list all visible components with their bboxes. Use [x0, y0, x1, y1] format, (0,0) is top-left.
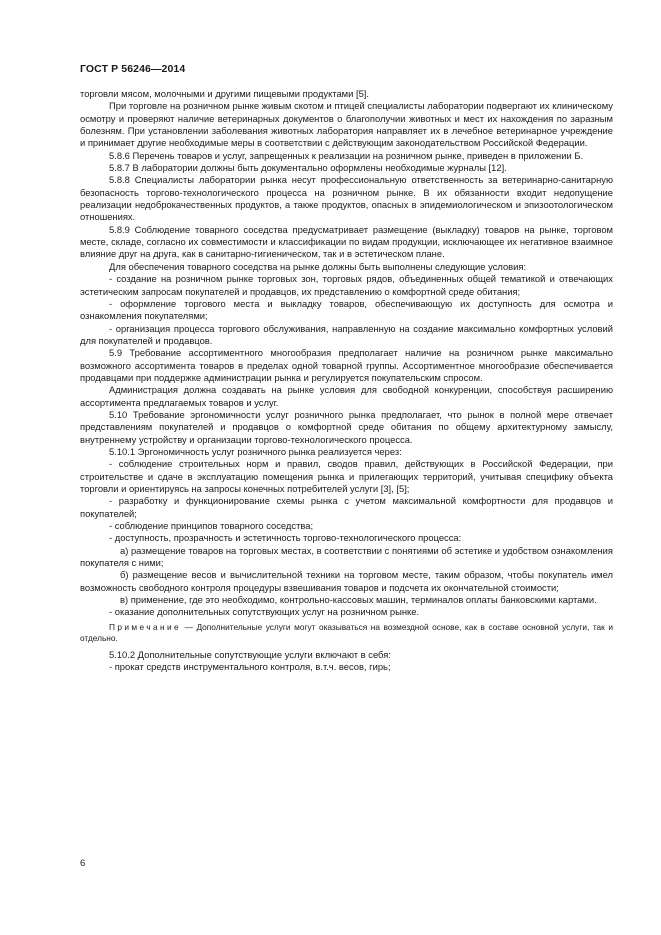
note-text: — Дополнительные услуги могут оказываться на возмездной основе, как в составе основной услуги, так и отдельно. — [80, 621, 613, 644]
paragraph: 5.10.2 Дополнительные сопутствующие услуги включают в себя: — [109, 648, 391, 660]
paragraph: 5.8.8 Специалисты лаборатории рынка несут профессиональную ответственность за ветеринарно-санитарную безопасность торгово-технологического процесса на розничном рынке. В их обязанности входит недопущение реализации недоброкачественных продуктов, а также продуктов, опасных в эпидемиологическом и эпизоотологическом отношениях. — [80, 174, 613, 223]
list-item: - создание на розничном рынке торговых зон, торговых рядов, объединенных общей тематикой и отвечающих эстетическим запросам покупателей и продавцов, их представлению о комфортной среде обитания; — [80, 273, 613, 297]
document-header: ГОСТ Р 56246—2014 — [80, 63, 186, 75]
page-number: 6 — [80, 858, 86, 869]
list-item: - прокат средств инструментального контроля, в.т.ч. весов, гирь; — [109, 660, 391, 672]
sub-list-item: в) применение, где это необходимо, контрольно-кассовых машин, терминалов оплаты банковскими картами. — [120, 594, 597, 606]
sub-list-item: б) размещение весов и вычислительной техники на торговом месте, таким образом, чтобы покупатель имел возможность свободного контроля процедуры взвешивания товаров и подсчета их окончательной стоимости; — [80, 569, 613, 593]
paragraph: При торговле на розничном рынке живым скотом и птицей специалисты лаборатории подвергают их клиническому осмотру и проверяют наличие ветеринарных документов о благополучии животных и мест их нахождения по заразным болезням. При установлении заболевания животных лаборатория направляет их в лечебное ветеринарное учреждение и принимает другие необходимые меры в соответствии с действующим законодательством Российской Федерации. — [80, 100, 613, 149]
paragraph: Для обеспечения товарного соседства на рынке должны быть выполнены следующие условия: — [109, 260, 527, 272]
list-item: - соблюдение строительных норм и правил, сводов правил, действующих в Российской Федерации, при строительстве и сдаче в эксплуатацию помещения рынка и прилегающих территорий, учитывая специфику объекта торговли и ориентируясь на запросы конечных потребителей услуги [3], [5]; — [80, 458, 613, 494]
list-item: - доступность, прозрачность и эстетичность торгово-технологического процесса: — [109, 532, 462, 544]
note — [80, 622, 613, 645]
paragraph: 5.9 Требование ассортиментного многообразия предполагает наличие на розничном рынке максимально возможного ассортимента товаров в пределах одной товарной группы. Ассортиментное многообразие обеспечивается продавцами при поддержке администрации рынка и регулируется покупательским спросом. — [80, 347, 613, 383]
list-item: - оказание дополнительных сопутствующих услуг на розничном рынке. — [109, 606, 420, 618]
paragraph: 5.10 Требование эргономичности услуг розничного рынка предполагает, что рынок в полной мере отвечает представлениям покупателей и продавцов о комфортной среде обитания по общему архитектурному замыслу, внутреннему устройству и организации торгово-технологического процесса. — [80, 408, 613, 445]
paragraph: Администрация должна создавать на рынке условия для свободной конкуренции, способствуя расширению ассортимента предлагаемых товаров и услуг. — [80, 384, 613, 408]
document-body — [80, 88, 613, 673]
list-item: - организация процесса торгового обслуживания, направленную на создание максимально комфортных условий для покупателей и продавцов. — [80, 322, 613, 346]
sub-list-item: а) размещение товаров на торговых местах, в соответствии с понятиями об эстетике и удобством ознакомления покупателя с ними; — [80, 544, 613, 569]
paragraph: 5.8.9 Соблюдение товарного соседства предусматривает размещение (выкладку) товаров на рынке, торговом месте, складе, согласно их совместимости и классификации по видам продукции, исключающее их негативное взаимное влияние друг на друга, как в санитарно-гигиеническом, так и в эстетическом плане. — [80, 223, 613, 260]
list-item: - оформление торгового места и выкладку товаров, обеспечивающую их доступность для осмотра и ознакомления покупателями; — [80, 297, 613, 322]
paragraph: 5.10.1 Эргономичность услуг розничного рынка реализуется через: — [109, 445, 402, 457]
paragraph: 5.8.7 В лаборатории должны быть документально оформлены необходимые журналы [12]. — [109, 162, 507, 174]
note-label: Примечание — [109, 621, 182, 632]
paragraph: торговли мясом, молочными и другими пищевыми продуктами [5]. — [80, 88, 369, 99]
list-item: - соблюдение принципов товарного соседства; — [109, 520, 314, 532]
list-item: - разработку и функционирование схемы рынка с учетом максимальной комфортности для продавцов и покупателей; — [80, 495, 613, 519]
paragraph: 5.8.6 Перечень товаров и услуг, запрещенных к реализации на розничном рынке, приведен в приложении Б. — [109, 149, 584, 161]
